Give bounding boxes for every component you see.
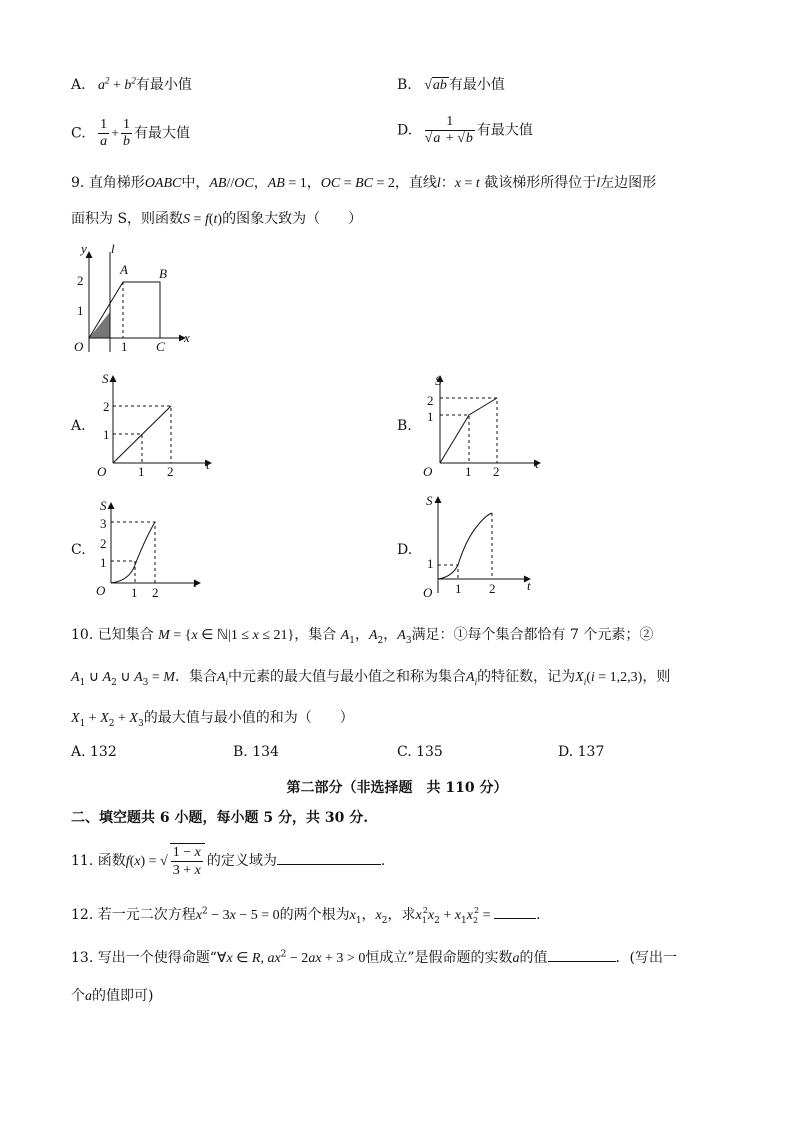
svg-text:2: 2 [103, 399, 110, 414]
svg-text:t: t [206, 457, 210, 472]
svg-text:S: S [435, 373, 442, 388]
q11: 11. 函数f(x) = √ $\frac{1 - x}{3 + x}$ 的定义域为 . [71, 845, 386, 878]
q10-option-d: D. 137 [558, 744, 605, 760]
q9-line2: 面积为 S，则函数S = f(t)的图象大致为（ ） [71, 211, 363, 227]
svg-text:1: 1 [138, 464, 145, 479]
q9-option-c-graph [93, 497, 223, 602]
svg-text:1: 1 [103, 427, 110, 442]
svg-text:3: 3 [100, 516, 107, 531]
svg-text:O: O [97, 464, 107, 479]
svg-text:1: 1 [465, 464, 472, 479]
tick-2: 2 [77, 273, 84, 288]
q9-option-d-graph [420, 493, 550, 603]
part2-title: 第二部分（非选择题 共 110 分） [286, 780, 508, 796]
svg-text:S: S [426, 493, 433, 508]
line-l-label: l [111, 241, 115, 256]
svg-text:O: O [423, 464, 433, 479]
svg-text:S: S [102, 371, 109, 386]
q9-option-d-label: D. [397, 542, 413, 558]
xtick-1: 1 [121, 339, 128, 354]
q9-option-b-graph [420, 370, 550, 480]
q12: 12. 若一元二次方程$x^2 - 3x - 5 = 0$的两个根为$x_1$，$x_2$，求$x_1^2x_2 + x_1x_2^2$ = . [71, 906, 541, 926]
q10-option-c: C. 135 [397, 744, 443, 760]
svg-text:1: 1 [427, 409, 434, 424]
q10-line3: $X_1 + X_2 + X_3$的最大值与最小值的和为（ ） [71, 710, 354, 729]
q8-option-a: A. $a^2 + b^2$有最小值 [71, 75, 192, 93]
svg-text:t: t [193, 575, 197, 590]
point-b-label: B [159, 266, 167, 281]
svg-text:1: 1 [427, 556, 434, 571]
svg-text:t: t [527, 578, 531, 593]
q10-option-b: B. 134 [233, 744, 279, 760]
svg-text:1: 1 [131, 585, 138, 600]
svg-text:2: 2 [167, 464, 174, 479]
svg-text:2: 2 [493, 464, 500, 479]
q9-line1: 9. 直角梯形OABC中，AB//OC，AB = 1，OC = BC = 2，直线l：x = t 截该梯形所得位于l左边图形 [71, 175, 657, 191]
point-c-label: C [156, 339, 165, 354]
q8-option-d: D. $\frac{1}{√a + √b}$ 有最大值 [397, 114, 533, 146]
q9-option-b-label: B. [397, 418, 412, 434]
tick-1: 1 [77, 303, 84, 318]
q8-option-b: B. √ab 有最小值 [397, 77, 505, 93]
q8-option-c: C. $\frac{1}{a}$ + $\frac{1}{b}$ 有最大值 [71, 117, 191, 149]
svg-text:S: S [100, 498, 107, 513]
q9-option-c-label: C. [71, 542, 86, 558]
q10-option-a: A. 132 [71, 744, 117, 760]
svg-text:2: 2 [427, 393, 434, 408]
q9-option-a-graph [93, 370, 223, 480]
axis-x-label: x [184, 330, 190, 345]
svg-text:2: 2 [100, 536, 107, 551]
svg-text:1: 1 [455, 581, 462, 596]
q9-option-a-label: A. [71, 418, 86, 434]
section2-title: 二、填空题共 6 小题，每小题 5 分，共 30 分. [71, 810, 369, 826]
svg-text:O: O [96, 583, 106, 598]
svg-text:2: 2 [489, 581, 496, 596]
svg-text:t: t [535, 456, 539, 471]
svg-text:1: 1 [100, 555, 107, 570]
point-a-label: A [120, 262, 128, 277]
shaded-region [89, 312, 110, 338]
q13-line2: 个a的值即可) [71, 988, 154, 1004]
q9-trapezoid-figure [70, 240, 200, 355]
svg-text:O: O [423, 585, 433, 600]
svg-text:2: 2 [152, 585, 159, 600]
q13-line1: 13. 写出一个使得命题“∀x ∈ R, $ax^2 - 2ax + 3 > 0$恒成立”是假命题的实数a的值 ．(写出一 [71, 949, 677, 966]
axis-y-label: y [81, 241, 87, 256]
origin-label: O [74, 339, 84, 354]
q10-line2: $A_1$ ∪ $A_2$ ∪ $A_3 = M$．集合$A_i$中元素的最大值与最小值之和称为集合$A_i$的特征数，记为$X_i(i = 1,2,3)$，则 [71, 669, 671, 688]
q10-line1: 10. 已知集合 M = {x ∈ ℕ|1 ≤ x ≤ 21}，集合 $A_1$，$A_2$，$A_3$满足：①每个集合都恰有 7 个元素；② [71, 627, 654, 646]
